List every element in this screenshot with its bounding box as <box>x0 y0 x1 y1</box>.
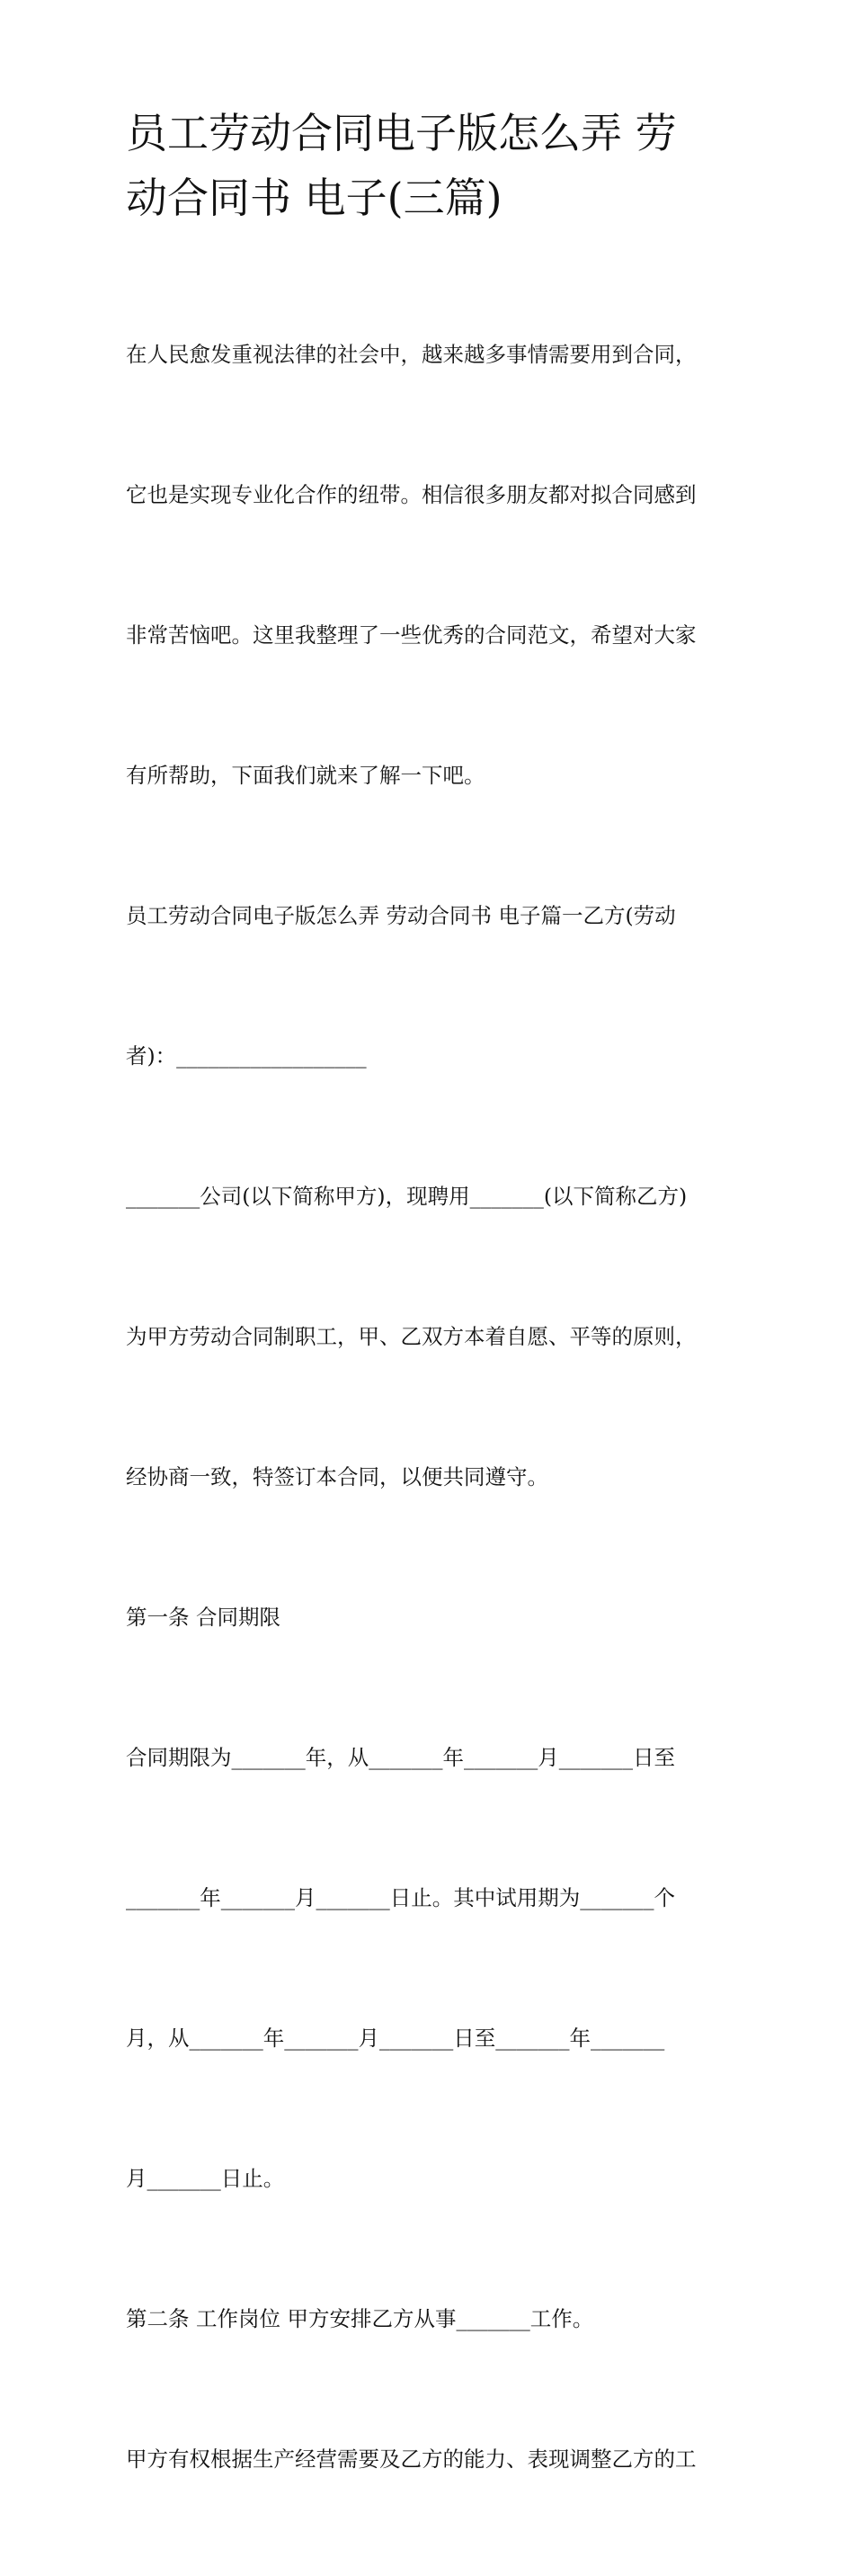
body-line: _______年_______月_______日止。其中试用期为_______个 <box>126 1885 675 1910</box>
body-line: 甲方有权根据生产经营需要及乙方的能力、表现调整乙方的工 <box>126 2446 697 2472</box>
document-page <box>126 101 734 2576</box>
body-line: 合同期限为_______年，从_______年_______月_______日至 <box>126 1745 675 1770</box>
body-line: 为甲方劳动合同制职工，甲、乙双方本着自愿、平等的原则， <box>126 1324 697 1349</box>
body-line: 者)：__________________ <box>126 1043 367 1069</box>
body-line: _______公司(以下简称甲方)，现聘用_______(以下简称乙方) <box>126 1184 688 1209</box>
body-line: 月，从_______年_______月_______日至_______年_______ <box>126 2026 665 2051</box>
article-heading: 第一条 合同期限 <box>126 1605 280 1630</box>
body-line: 在人民愈发重视法律的社会中，越来越多事情需要用到合同， <box>126 342 697 367</box>
document-body <box>126 237 734 2576</box>
section-heading-line: 员工劳动合同电子版怎么弄 劳动合同书 电子篇一乙方(劳动 <box>126 903 676 928</box>
body-line: 它也是实现专业化合作的纽带。相信很多朋友都对拟合同感到 <box>126 482 697 507</box>
body-line: 有所帮助，下面我们就来了解一下吧。 <box>126 763 485 788</box>
title-line: 动合同书 电子(三篇) <box>126 174 503 222</box>
body-line: 经协商一致，特签订本合同，以便共同遵守。 <box>126 1464 548 1489</box>
body-line: 非常苦恼吧。这里我整理了一些优秀的合同范文，希望对大家 <box>126 622 697 648</box>
body-line: 月_______日止。 <box>126 2166 285 2191</box>
article-heading: 第二条 工作岗位 甲方安排乙方从事_______工作。 <box>126 2306 594 2331</box>
document-title <box>126 101 734 230</box>
title-line: 员工劳动合同电子版怎么弄 劳 <box>126 109 677 157</box>
